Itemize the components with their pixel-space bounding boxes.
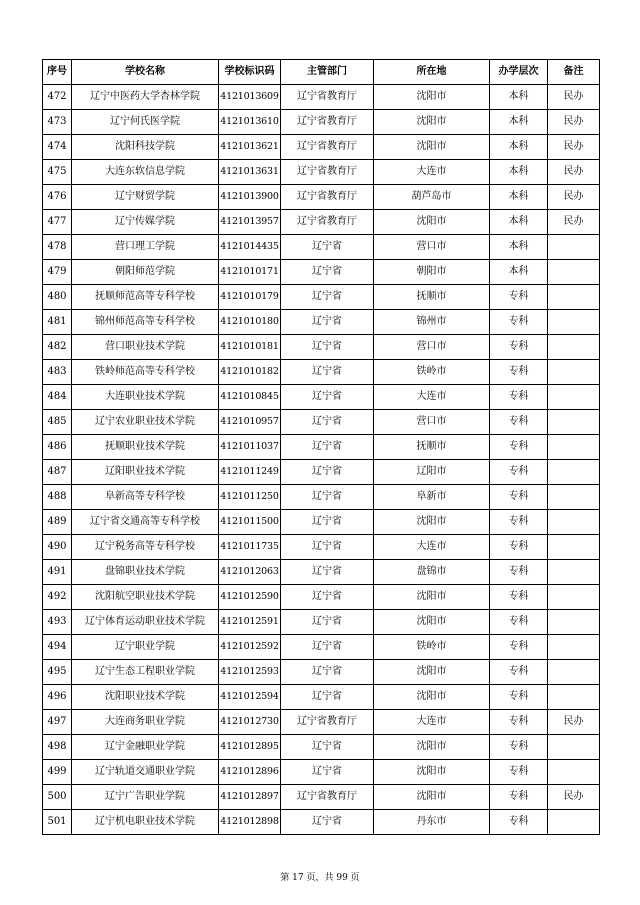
cell-location: 大连市 (374, 710, 490, 735)
cell-school-code: 4121013957 (219, 210, 281, 235)
cell-school-name: 阜新高等专科学校 (72, 485, 219, 510)
cell-index: 485 (43, 410, 72, 435)
cell-index: 475 (43, 160, 72, 185)
cell-school-name: 辽宁农业职业技术学院 (72, 410, 219, 435)
cell-remarks: 民办 (548, 160, 600, 185)
cell-school-name: 辽宁何氏医学院 (72, 110, 219, 135)
cell-remarks (548, 810, 600, 835)
table-row (43, 535, 600, 560)
cell-school-name: 抚顺师范高等专科学校 (72, 285, 219, 310)
header-index: 序号 (43, 60, 72, 85)
cell-location: 阜新市 (374, 485, 490, 510)
table-row (43, 160, 600, 185)
cell-authority: 辽宁省教育厅 (281, 785, 374, 810)
table-row (43, 585, 600, 610)
cell-location: 铁岭市 (374, 635, 490, 660)
cell-location: 丹东市 (374, 810, 490, 835)
cell-index: 499 (43, 760, 72, 785)
table-row (43, 135, 600, 160)
table-row (43, 210, 600, 235)
cell-index: 474 (43, 135, 72, 160)
header-location: 所在地 (374, 60, 490, 85)
page-number: 第 17 页，共 99 页 (280, 873, 360, 883)
cell-authority: 辽宁省 (281, 260, 374, 285)
cell-location: 沈阳市 (374, 585, 490, 610)
cell-school-name: 辽宁税务高等专科学校 (72, 535, 219, 560)
cell-school-name: 辽宁机电职业技术学院 (72, 810, 219, 835)
cell-authority: 辽宁省教育厅 (281, 210, 374, 235)
cell-authority: 辽宁省 (281, 435, 374, 460)
cell-school-code: 4121010181 (219, 335, 281, 360)
cell-index: 487 (43, 460, 72, 485)
cell-remarks (548, 635, 600, 660)
table-row (43, 760, 600, 785)
cell-authority: 辽宁省教育厅 (281, 185, 374, 210)
cell-remarks (548, 560, 600, 585)
cell-location: 铁岭市 (374, 360, 490, 385)
cell-school-code: 4121012594 (219, 685, 281, 710)
cell-index: 477 (43, 210, 72, 235)
cell-level: 本科 (490, 110, 548, 135)
cell-level: 专科 (490, 460, 548, 485)
table-row (43, 235, 600, 260)
cell-index: 484 (43, 385, 72, 410)
cell-level: 专科 (490, 610, 548, 635)
cell-remarks (548, 735, 600, 760)
cell-authority: 辽宁省 (281, 335, 374, 360)
cell-location: 沈阳市 (374, 760, 490, 785)
header-school-name: 学校名称 (72, 60, 219, 85)
table-row (43, 110, 600, 135)
table-row (43, 385, 600, 410)
table-row (43, 335, 600, 360)
cell-index: 490 (43, 535, 72, 560)
cell-level: 本科 (490, 135, 548, 160)
cell-level: 专科 (490, 335, 548, 360)
table-row (43, 560, 600, 585)
cell-location: 葫芦岛市 (374, 185, 490, 210)
cell-location: 大连市 (374, 385, 490, 410)
cell-level: 本科 (490, 185, 548, 210)
table-row (43, 485, 600, 510)
cell-location: 锦州市 (374, 310, 490, 335)
header-authority: 主管部门 (281, 60, 374, 85)
cell-location: 营口市 (374, 410, 490, 435)
cell-location: 沈阳市 (374, 735, 490, 760)
cell-remarks (548, 285, 600, 310)
cell-school-name: 辽宁财贸学院 (72, 185, 219, 210)
cell-remarks (548, 510, 600, 535)
cell-authority: 辽宁省 (281, 385, 374, 410)
cell-school-name: 辽宁广告职业学院 (72, 785, 219, 810)
cell-level: 专科 (490, 535, 548, 560)
table-row (43, 660, 600, 685)
cell-location: 朝阳市 (374, 260, 490, 285)
cell-level: 专科 (490, 710, 548, 735)
table-row (43, 285, 600, 310)
cell-index: 495 (43, 660, 72, 685)
cell-authority: 辽宁省 (281, 635, 374, 660)
cell-level: 专科 (490, 560, 548, 585)
cell-school-name: 辽宁传媒学院 (72, 210, 219, 235)
cell-remarks (548, 385, 600, 410)
cell-authority: 辽宁省 (281, 735, 374, 760)
cell-index: 486 (43, 435, 72, 460)
table-row (43, 710, 600, 735)
cell-index: 493 (43, 610, 72, 635)
cell-remarks: 民办 (548, 110, 600, 135)
cell-remarks: 民办 (548, 785, 600, 810)
cell-index: 479 (43, 260, 72, 285)
cell-authority: 辽宁省 (281, 535, 374, 560)
cell-school-code: 4121012592 (219, 635, 281, 660)
cell-level: 专科 (490, 735, 548, 760)
cell-remarks (548, 410, 600, 435)
table-row (43, 810, 600, 835)
table-row (43, 685, 600, 710)
cell-level: 专科 (490, 360, 548, 385)
table-row (43, 610, 600, 635)
cell-school-name: 辽宁职业学院 (72, 635, 219, 660)
cell-school-name: 大连东软信息学院 (72, 160, 219, 185)
cell-authority: 辽宁省 (281, 485, 374, 510)
cell-school-code: 4121013631 (219, 160, 281, 185)
cell-school-code: 4121012593 (219, 660, 281, 685)
cell-index: 496 (43, 685, 72, 710)
cell-remarks (548, 610, 600, 635)
cell-index: 488 (43, 485, 72, 510)
cell-location: 沈阳市 (374, 210, 490, 235)
cell-authority: 辽宁省 (281, 760, 374, 785)
cell-level: 专科 (490, 660, 548, 685)
cell-level: 专科 (490, 585, 548, 610)
cell-index: 494 (43, 635, 72, 660)
cell-index: 481 (43, 310, 72, 335)
cell-school-code: 4121014435 (219, 235, 281, 260)
table-row (43, 635, 600, 660)
cell-school-code: 4121013610 (219, 110, 281, 135)
cell-remarks (548, 310, 600, 335)
cell-level: 专科 (490, 435, 548, 460)
cell-index: 489 (43, 510, 72, 535)
cell-index: 480 (43, 285, 72, 310)
table-row (43, 735, 600, 760)
cell-location: 沈阳市 (374, 510, 490, 535)
cell-school-name: 营口职业技术学院 (72, 335, 219, 360)
cell-authority: 辽宁省教育厅 (281, 710, 374, 735)
cell-school-code: 4121010182 (219, 360, 281, 385)
cell-school-name: 沈阳航空职业技术学院 (72, 585, 219, 610)
cell-school-name: 沈阳科技学院 (72, 135, 219, 160)
cell-authority: 辽宁省 (281, 310, 374, 335)
cell-location: 抚顺市 (374, 435, 490, 460)
cell-remarks (548, 760, 600, 785)
cell-school-name: 辽宁体育运动职业技术学院 (72, 610, 219, 635)
cell-school-code: 4121011250 (219, 485, 281, 510)
cell-school-code: 4121013621 (219, 135, 281, 160)
cell-location: 抚顺市 (374, 285, 490, 310)
cell-level: 本科 (490, 210, 548, 235)
cell-school-code: 4121012063 (219, 560, 281, 585)
school-list-table (42, 59, 600, 835)
cell-school-code: 4121010957 (219, 410, 281, 435)
cell-remarks (548, 235, 600, 260)
cell-index: 498 (43, 735, 72, 760)
cell-location: 大连市 (374, 535, 490, 560)
cell-school-name: 辽宁中医药大学杏林学院 (72, 85, 219, 110)
cell-school-code: 4121013609 (219, 85, 281, 110)
cell-remarks (548, 685, 600, 710)
cell-level: 专科 (490, 285, 548, 310)
header-remarks: 备注 (548, 60, 600, 85)
cell-school-name: 铁岭师范高等专科学校 (72, 360, 219, 385)
cell-index: 492 (43, 585, 72, 610)
cell-location: 盘锦市 (374, 560, 490, 585)
cell-level: 专科 (490, 510, 548, 535)
cell-authority: 辽宁省 (281, 360, 374, 385)
cell-index: 483 (43, 360, 72, 385)
cell-index: 478 (43, 235, 72, 260)
cell-level: 专科 (490, 685, 548, 710)
table-row (43, 435, 600, 460)
cell-level: 专科 (490, 760, 548, 785)
cell-authority: 辽宁省 (281, 660, 374, 685)
cell-authority: 辽宁省 (281, 235, 374, 260)
cell-school-code: 4121012897 (219, 785, 281, 810)
cell-level: 本科 (490, 235, 548, 260)
cell-level: 专科 (490, 785, 548, 810)
cell-school-name: 辽宁轨道交通职业学院 (72, 760, 219, 785)
header-school-code: 学校标识码 (219, 60, 281, 85)
cell-school-name: 辽宁生态工程职业学院 (72, 660, 219, 685)
cell-location: 营口市 (374, 235, 490, 260)
cell-school-code: 4121012590 (219, 585, 281, 610)
cell-authority: 辽宁省教育厅 (281, 85, 374, 110)
cell-school-code: 4121010179 (219, 285, 281, 310)
cell-level: 专科 (490, 410, 548, 435)
header-level: 办学层次 (490, 60, 548, 85)
table-row (43, 185, 600, 210)
cell-remarks (548, 660, 600, 685)
cell-index: 472 (43, 85, 72, 110)
cell-remarks (548, 435, 600, 460)
cell-school-name: 大连商务职业学院 (72, 710, 219, 735)
cell-authority: 辽宁省教育厅 (281, 160, 374, 185)
cell-school-code: 4121011735 (219, 535, 281, 560)
cell-index: 482 (43, 335, 72, 360)
cell-authority: 辽宁省 (281, 560, 374, 585)
cell-index: 497 (43, 710, 72, 735)
cell-level: 本科 (490, 85, 548, 110)
cell-level: 专科 (490, 385, 548, 410)
cell-location: 沈阳市 (374, 685, 490, 710)
cell-location: 沈阳市 (374, 85, 490, 110)
cell-location: 沈阳市 (374, 110, 490, 135)
cell-index: 491 (43, 560, 72, 585)
cell-school-code: 4121012896 (219, 760, 281, 785)
cell-school-code: 4121011249 (219, 460, 281, 485)
cell-remarks (548, 460, 600, 485)
cell-level: 本科 (490, 260, 548, 285)
cell-school-name: 辽阳职业技术学院 (72, 460, 219, 485)
cell-authority: 辽宁省 (281, 810, 374, 835)
cell-school-name: 营口理工学院 (72, 235, 219, 260)
cell-authority: 辽宁省 (281, 285, 374, 310)
cell-remarks (548, 485, 600, 510)
cell-authority: 辽宁省教育厅 (281, 110, 374, 135)
cell-school-name: 锦州师范高等专科学校 (72, 310, 219, 335)
cell-school-name: 辽宁省交通高等专科学校 (72, 510, 219, 535)
cell-location: 沈阳市 (374, 660, 490, 685)
table-body (43, 85, 600, 835)
table-row (43, 510, 600, 535)
cell-authority: 辽宁省 (281, 585, 374, 610)
cell-school-code: 4121011500 (219, 510, 281, 535)
cell-school-code: 4121013900 (219, 185, 281, 210)
cell-index: 501 (43, 810, 72, 835)
cell-index: 473 (43, 110, 72, 135)
cell-remarks: 民办 (548, 85, 600, 110)
cell-location: 营口市 (374, 335, 490, 360)
cell-remarks (548, 535, 600, 560)
cell-index: 500 (43, 785, 72, 810)
cell-remarks: 民办 (548, 710, 600, 735)
cell-remarks: 民办 (548, 135, 600, 160)
cell-school-name: 辽宁金融职业学院 (72, 735, 219, 760)
table-row (43, 410, 600, 435)
cell-school-code: 4121010845 (219, 385, 281, 410)
cell-level: 专科 (490, 485, 548, 510)
cell-level: 本科 (490, 160, 548, 185)
cell-remarks: 民办 (548, 210, 600, 235)
table-row (43, 785, 600, 810)
cell-authority: 辽宁省 (281, 510, 374, 535)
cell-school-name: 抚顺职业技术学院 (72, 435, 219, 460)
cell-level: 专科 (490, 810, 548, 835)
cell-level: 专科 (490, 310, 548, 335)
cell-school-name: 朝阳师范学院 (72, 260, 219, 285)
cell-school-name: 沈阳职业技术学院 (72, 685, 219, 710)
cell-remarks (548, 260, 600, 285)
cell-school-name: 盘锦职业技术学院 (72, 560, 219, 585)
cell-authority: 辽宁省教育厅 (281, 135, 374, 160)
cell-authority: 辽宁省 (281, 685, 374, 710)
table-row (43, 260, 600, 285)
table-row (43, 360, 600, 385)
cell-school-code: 4121012591 (219, 610, 281, 635)
cell-school-code: 4121012898 (219, 810, 281, 835)
cell-level: 专科 (490, 635, 548, 660)
cell-location: 大连市 (374, 160, 490, 185)
cell-authority: 辽宁省 (281, 460, 374, 485)
table-row (43, 460, 600, 485)
table-row (43, 85, 600, 110)
cell-authority: 辽宁省 (281, 610, 374, 635)
cell-school-code: 4121012730 (219, 710, 281, 735)
table-row (43, 310, 600, 335)
table-header-row (43, 60, 600, 85)
cell-school-code: 4121010180 (219, 310, 281, 335)
cell-school-name: 大连职业技术学院 (72, 385, 219, 410)
cell-school-code: 4121012895 (219, 735, 281, 760)
cell-school-code: 4121010171 (219, 260, 281, 285)
cell-remarks: 民办 (548, 185, 600, 210)
cell-index: 476 (43, 185, 72, 210)
cell-authority: 辽宁省 (281, 410, 374, 435)
cell-remarks (548, 585, 600, 610)
cell-location: 辽阳市 (374, 460, 490, 485)
cell-location: 沈阳市 (374, 785, 490, 810)
cell-school-code: 4121011037 (219, 435, 281, 460)
cell-remarks (548, 360, 600, 385)
cell-remarks (548, 335, 600, 360)
cell-location: 沈阳市 (374, 135, 490, 160)
cell-location: 沈阳市 (374, 610, 490, 635)
